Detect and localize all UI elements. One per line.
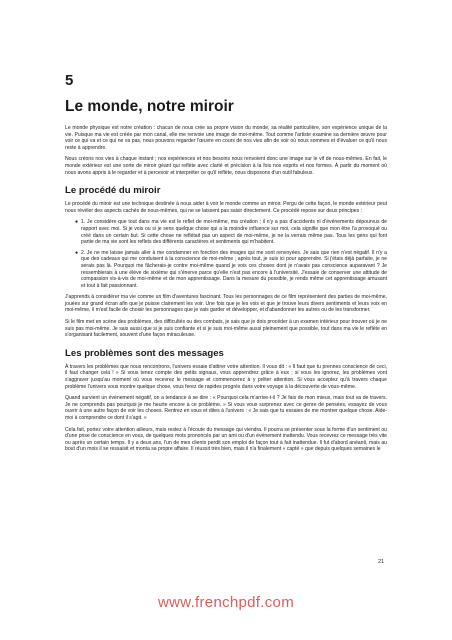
page-number: 21 [378, 559, 384, 565]
section-heading-problems-messages: Les problèmes sont des messages [65, 347, 224, 359]
list-item [75, 219, 387, 246]
chapter-number: 5 [65, 72, 74, 89]
section-paragraph: Cela fait, portez votre attention ailleurs, mais restez à l'écoute du message qui viendra. Il pourra se présenter sous la forme d'un sentiment ou d'une prise de conscience en vous, de quelques mots prononcés par un ami ou d'un événement inattendu. Vous recevrez ce message très vite ou après un certain temps. Il y a deux ans, l'un de mes clients perdit son emploi de façon tout à fait inattendue. Il fut d'abord anéanti, mais au bout d'un mois il se ressaisit et monta sa propre affaire. Il réussit très bien, mais il n'a finalement « capté » que depuis quelques semaines le [65, 426, 387, 453]
section-paragraph: À travers les problèmes que nous rencontrons, l'univers essaie d'attirer votre attention. Il vous dit : « Il faut que tu prennes conscience de ceci, il faut changer cela ! » Si vous tenez compte des petits signaux, vous apprendrez grâce à eux ; si vous les ignorez, les problèmes vont s'aggraver jusqu'au moment où vous recevrez le message et commencerez à y prêter attention. Si vous acceptez qu'à travers chaque problème l'univers vous montre quelque chose, vous ferez de rapides progrès dans votre voyage à la découverte de vous-même. [65, 363, 387, 390]
chapter-title: Le monde, notre miroir [65, 98, 234, 115]
bullet-icon: ● [75, 219, 79, 226]
footer-watermark-url: www.frenchpdf.com [158, 594, 294, 611]
principles-list [65, 219, 387, 289]
bullet-icon: ● [75, 249, 79, 256]
section-paragraph: Si le film met en scène des problèmes, des difficultés ou des combats, je sais que je dois procéder à un examen intérieur pour trouver où je ne suis pas moi-même. Je sais aussi que si je suis confiante et si je suis moi-même aussi pleinement que possible, tout dans ma vie le reflète en s'organisant facilement, souvent d'une façon miraculeuse. [65, 319, 387, 339]
intro-paragraph: Le monde physique est notre création : chacun de nous crée sa propre vision du monde, sa réalité particulière, son expérience unique de la vie. Puisque ma vie est créée par mon canal, elle me renvoie une image de moi-même. Tout comme l'artiste examine sa dernière œuvre pour voir ce qui va et ce qui ne va pas, nous pouvons regarder l'œuvre en cours de nos vies afin de voir où nous sommes et d'évaluer ce qu'il nous reste à apprendre. [65, 125, 387, 151]
list-item-text: 2. Je ne me laisse jamais aller à me condamner en fonction des images qui me sont renvoyées. Je sais que rien n'est négatif. Il n'y a que des cadeaux qui me conduisent à la conscience de moi-même ; après tout, je suis ici pour apprendre. Si j'étais déjà parfaite, je ne serais pas là. Pourquoi me fâcherais-je contre moi-même quand je vois ces choses dont je n'avais pas conscience auparavant ? Je ressemblerais à une élève de sixième qui s'énerve parce qu'elle n'est pas encore à l'université. J'essaie de conserver une attitude de compassion vis-à-vis de moi-même et de mon apprentissage. Dans la mesure du possible, je rends même cet apprentissage amusant et tout à fait passionnant. [81, 249, 387, 289]
section-heading-mirror-process: Le procédé du miroir [65, 185, 161, 197]
section-paragraph: J'apprends à considérer ma vie comme un film d'aventures fascinant. Tous les personnages de ce film représentent des parties de moi-même, jouées sur grand écran afin que je puisse clairement les voir. Une fois que je les vois et que je trouve leurs divers sentiments et leurs voix en moi-même, il m'est facile de choisir les personnages que je vais garder et développer, et d'abandonner les autres ou de les transformer. [65, 294, 387, 314]
intro-paragraph: Nous créons nos vies à chaque instant ; nos expériences et nos besoins nous renvoient donc une image sur le vif de nous-mêmes. En fait, le monde extérieur est une sorte de miroir géant qui reflète avec clarté et précision à la fois nos esprits et nos formes. À partir du moment où nous avons appris à le regarder et à percevoir et interpréter ce qu'il reflète, nous disposons d'un outil fabuleux. [65, 156, 387, 176]
section-paragraph: Quand survient un événement négatif, on a tendance à se dire : « Pourquoi cela m'arrive-t-il ? Je fais de mon mieux, mais tout va de travers. Je ne comprends pas pourquoi je me heurte encore à ce problème. » Si vous vous surprenez avec ce genre de pensées, essayez de vous ouvrir à une autre façon de voir les choses. Rentrez en vous et dites à l'univers : « Je sais que tu essaies de me montrer quelque chose. Aide-moi à comprendre ce dont il s'agit. » [65, 395, 387, 421]
list-item-text: 1. Je considère que tout dans ma vie est le reflet de moi-même, ma création ; il n'y a pas d'accidents ni d'événements dépourvus de rapport avec moi. Si je vois ou si je sens quelque chose qui a la moindre influence sur moi, cela signifie que mon être l'a provoqué ou créé dans un certain but. Si cette chose ne reflétait pas un aspect de moi-même, je ne la verrais même pas. Tous les gens qui font partie de ma vie sont les reflets des différents caractères et sentiments qui m'habitent. [81, 219, 387, 246]
list-item [75, 249, 387, 290]
section-intro: Le procédé du miroir est une technique destinée à nous aider à voir le monde comme un miroir. Pergu de cette façon, le monde extérieur peut nous révéler des aspects cachés de nous-mêmes, qui ne se laissent pas saisir directement. Ce procédé repose sur deux principes : [65, 201, 387, 214]
body-text [65, 125, 387, 458]
